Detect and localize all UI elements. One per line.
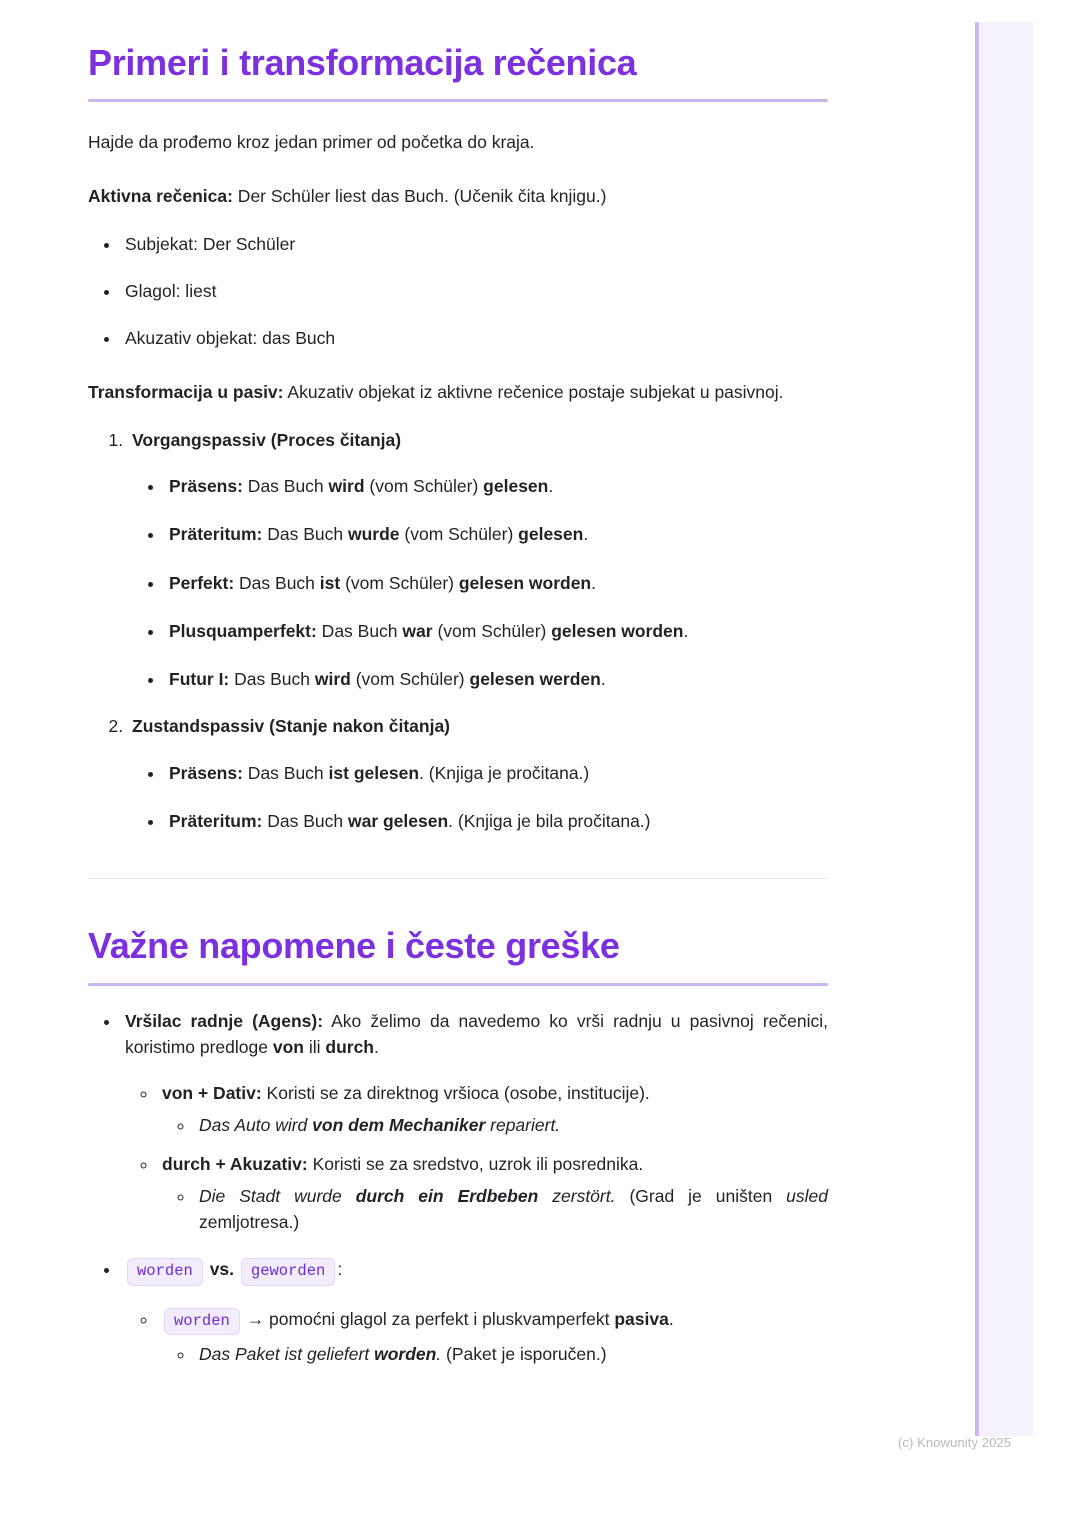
document-page	[88, 0, 828, 1379]
list-item	[165, 666, 828, 692]
example-bold: von dem Mechaniker	[312, 1115, 486, 1136]
example-translation-a: (Grad je uništen	[615, 1185, 787, 1206]
tense-text-pre: Das Buch	[262, 524, 348, 545]
tense-aux: ist gelesen	[328, 762, 420, 783]
arrow-icon: →	[246, 1308, 265, 1329]
list-item	[121, 1256, 828, 1367]
passive-type-heading: Zustandspassiv (Stanje nakon čitanja)	[132, 716, 450, 737]
notes-list	[88, 1008, 828, 1368]
example-translation-b: zemljotresa.)	[199, 1212, 300, 1233]
example-pre: Die Stadt wurde	[199, 1185, 356, 1206]
list-item	[165, 760, 828, 786]
example-post: .	[436, 1344, 442, 1365]
example-post: repariert.	[485, 1115, 561, 1136]
example-bold: worden	[374, 1344, 437, 1365]
tense-label: Präsens:	[169, 476, 243, 497]
preposition-example-list	[162, 1112, 828, 1138]
worden-explanation-list	[125, 1306, 828, 1368]
tense-aux: wurde	[347, 524, 400, 545]
copyright-watermark: (c) Knowunity 2025	[898, 1435, 1012, 1450]
worden-example-list	[162, 1341, 828, 1367]
tense-label: Futur I:	[169, 669, 230, 690]
list-item	[195, 1183, 828, 1236]
example-pre: Das Auto wird	[199, 1115, 313, 1136]
active-sentence-paragraph	[88, 183, 828, 209]
preposition-text: Koristi se za sredstvo, uzrok ili posrednika.	[307, 1153, 644, 1174]
preposition-example-list	[162, 1183, 828, 1236]
tense-text-post: .	[683, 620, 689, 641]
code-chip-worden: worden	[164, 1308, 240, 1335]
code-chip-worden: worden	[127, 1258, 203, 1285]
vs-label: vs.	[209, 1259, 235, 1280]
agens-text-b: ili	[303, 1036, 326, 1057]
tense-participle: gelesen werden	[469, 669, 601, 690]
preposition-text: Koristi se za direktnog vršioca (osobe, institucije).	[261, 1083, 650, 1104]
section-2-title: Važne napomene i česte greške	[88, 925, 620, 967]
example-post: zerstört.	[538, 1185, 616, 1206]
list-item	[158, 1306, 828, 1368]
tense-text-post: . (Knjiga je pročitana.)	[419, 762, 590, 783]
list-item	[165, 618, 828, 644]
tense-text-mid: (vom Schüler)	[340, 572, 459, 593]
tense-text-post: .	[583, 524, 589, 545]
transformation-text: Akuzativ objekat iz aktivne rečenice postaje subjekat u pasivnoj.	[283, 381, 784, 402]
worden-text-post: .	[668, 1308, 674, 1329]
decorative-side-strip	[975, 22, 1033, 1436]
tense-text-post: .	[600, 669, 606, 690]
section-1-title-rule	[88, 99, 828, 102]
transformation-label: Transformacija u pasiv:	[88, 381, 284, 402]
worden-text-pre: pomoćni glagol za perfekt i pluskvamperfekt	[264, 1308, 615, 1329]
list-item	[165, 570, 828, 596]
tense-text-pre: Das Buch	[262, 810, 348, 831]
passive-types-list	[88, 427, 828, 834]
tense-aux: ist	[319, 572, 341, 593]
list-item: • Akuzativ objekat: das Buch	[121, 325, 828, 351]
tense-label: Perfekt:	[169, 572, 235, 593]
tense-text-pre: Das Buch	[229, 669, 315, 690]
vorgangspassiv-tense-list	[132, 473, 828, 692]
preposition-label: von + Dativ:	[162, 1083, 262, 1104]
tense-participle: gelesen worden	[551, 620, 684, 641]
agens-bold-durch: durch	[325, 1036, 374, 1057]
tense-label: Präsens:	[169, 762, 243, 783]
section-1-intro: Hajde da prođemo kroz jedan primer od početka do kraja.	[88, 132, 535, 153]
list-item	[158, 1080, 828, 1139]
list-item	[165, 473, 828, 499]
agens-bold-von: von	[272, 1036, 304, 1057]
tense-aux: war	[402, 620, 433, 641]
tense-text-pre: Das Buch	[242, 762, 329, 783]
tense-aux: wird	[314, 669, 351, 690]
list-item: • Subjekat: Der Schüler	[121, 231, 828, 257]
list-item	[121, 1008, 828, 1236]
tense-aux: wird	[328, 476, 365, 497]
agens-text-a: Ako želimo da navedemo ko vrši radnju u pasivnoj rečenici, koristimo predloge	[125, 1010, 829, 1057]
tense-participle: gelesen worden	[458, 572, 592, 593]
example-bold: durch ein Erdbeben	[355, 1185, 539, 1206]
tense-text-post: .	[591, 572, 596, 593]
tense-label: Präteritum:	[169, 810, 263, 831]
tense-text-pre: Das Buch	[234, 572, 320, 593]
transformation-paragraph	[88, 379, 828, 405]
list-item	[158, 1151, 828, 1236]
code-chip-geworden: geworden	[241, 1258, 335, 1285]
tense-aux: war gelesen	[347, 810, 449, 831]
agens-label: Vršilac radnje (Agens):	[125, 1010, 324, 1031]
tense-text-pre: Das Buch	[316, 620, 403, 641]
example-pre: Das Paket ist geliefert	[199, 1344, 375, 1365]
list-item	[165, 808, 828, 834]
tense-participle: gelesen	[518, 524, 584, 545]
passive-type-heading: Vorgangspassiv (Proces čitanja)	[132, 429, 402, 450]
list-item	[128, 713, 828, 834]
list-item: • Glagol: liest	[121, 278, 828, 304]
worden-text-bold: pasiva	[614, 1308, 669, 1329]
tense-text-mid: (vom Schüler)	[364, 476, 484, 497]
tense-text-post: .	[548, 476, 554, 497]
section-2-title-rule	[88, 983, 828, 986]
example-translation: (Paket je isporučen.)	[441, 1344, 607, 1365]
tense-label: Plusquamperfekt:	[169, 620, 317, 641]
tense-label: Präteritum:	[169, 524, 263, 545]
prepositions-list	[125, 1080, 828, 1235]
list-item	[195, 1112, 828, 1138]
tense-text-mid: (vom Schüler)	[432, 620, 552, 641]
tense-participle: gelesen	[483, 476, 549, 497]
agens-text-c: .	[374, 1036, 379, 1057]
list-item	[128, 427, 828, 693]
active-sentence-text: Der Schüler liest das Buch. (Učenik čita knjigu.)	[232, 185, 607, 206]
preposition-label: durch + Akuzativ:	[162, 1153, 308, 1174]
tense-text-mid: (vom Schüler)	[399, 524, 519, 545]
tense-text-pre: Das Buch	[242, 476, 329, 497]
tense-text-post: . (Knjiga je bila pročitana.)	[448, 810, 651, 831]
example-translation-italic: usled	[786, 1185, 829, 1206]
zustandspassiv-tense-list	[132, 760, 828, 835]
sentence-parts-list	[88, 231, 828, 352]
list-item	[195, 1341, 828, 1367]
section-1-title: Primeri i transformacija rečenica	[88, 42, 637, 83]
colon-text: :	[337, 1259, 343, 1280]
active-sentence-label: Aktivna rečenica:	[88, 185, 233, 206]
tense-text-mid: (vom Schüler)	[350, 669, 470, 690]
list-item	[165, 521, 828, 547]
